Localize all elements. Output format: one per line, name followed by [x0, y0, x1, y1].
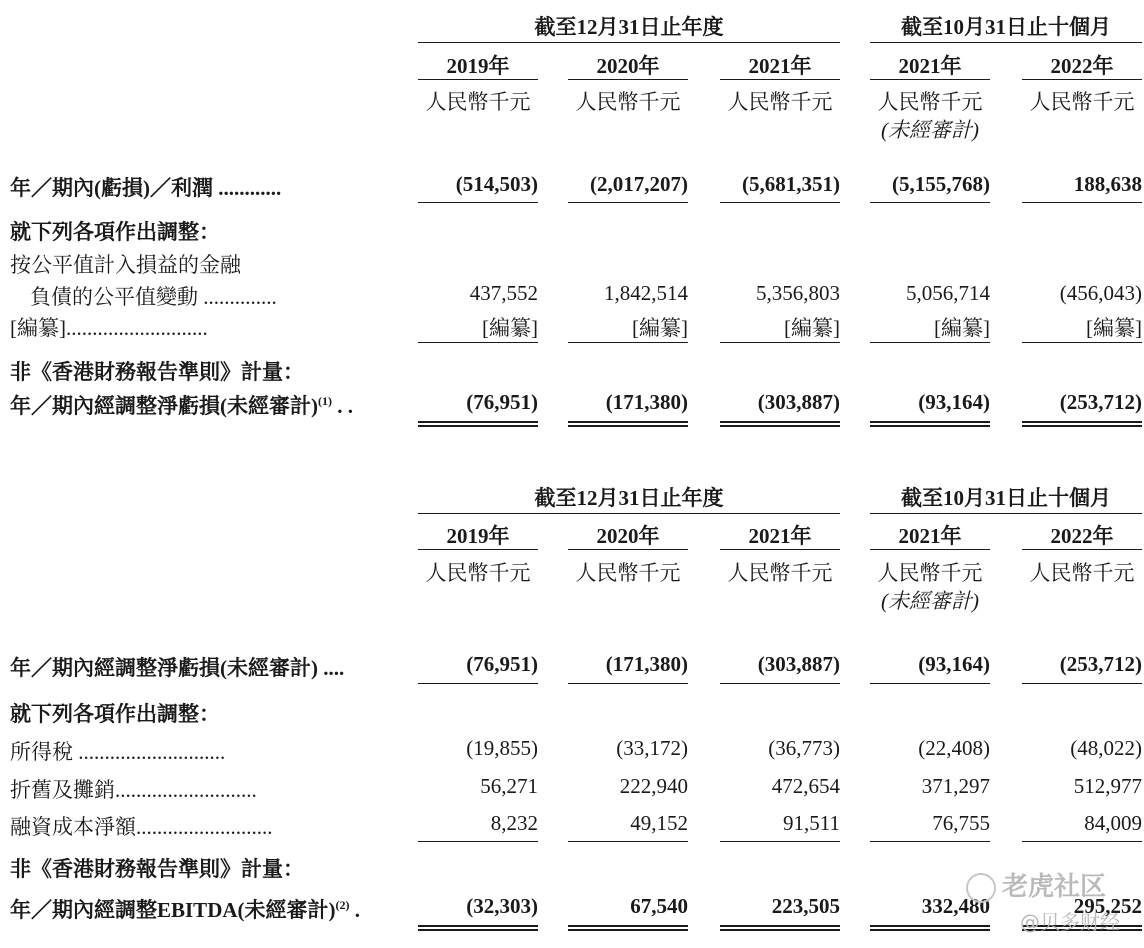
t1-total-double-rule — [1022, 421, 1142, 427]
t2-year-rule — [568, 549, 688, 550]
t1-total-double-rule — [870, 421, 990, 427]
t2-row-rule — [568, 841, 688, 842]
t1-year-2022-10m: 2022年 — [1050, 54, 1114, 78]
t1-row-label: 年／期內(虧損)／利潤 ............ — [10, 176, 282, 200]
t2-year-2020: 2020年 — [596, 524, 660, 548]
t1-cell: (5,681,351) — [742, 172, 840, 196]
t2-total-double-rule — [720, 925, 840, 931]
t2-year-2022-10m: 2022年 — [1050, 524, 1114, 548]
t2-row-label-adjusted-ebitda: 年／期內經調整EBITDA(未經審計)$^{(2)}$ . — [10, 898, 361, 922]
t1-group-rule-fy — [418, 42, 840, 43]
t2-cell: 222,940 — [619, 774, 688, 798]
t2-cell: 67,540 — [630, 894, 688, 918]
t1-year-rule — [418, 79, 538, 80]
t1-year-rule — [720, 79, 840, 80]
t2-cell: 295,252 — [1073, 894, 1142, 918]
t2-row-rule — [870, 683, 990, 684]
t1-year-rule — [870, 79, 990, 80]
t2-row-label: 就下列各項作出調整： — [10, 702, 220, 726]
t2-cell: (76,951) — [466, 652, 538, 676]
t2-unit: 人民幣千元 — [1029, 561, 1135, 585]
t2-unit: 人民幣千元 — [425, 561, 531, 585]
t2-row-rule — [1022, 683, 1142, 684]
t1-cell: [編纂] — [934, 316, 990, 340]
t2-row-rule — [418, 683, 538, 684]
t1-cell: [編纂] — [784, 316, 840, 340]
t1-total-double-rule — [418, 421, 538, 427]
t2-year-2021: 2021年 — [748, 524, 812, 548]
t1-unaudited-note: (未經審計) — [881, 118, 979, 142]
t1-cell: 5,056,714 — [906, 281, 990, 305]
t1-row-rule — [870, 342, 990, 343]
t2-total-double-rule — [418, 925, 538, 931]
t2-year-rule — [1022, 549, 1142, 550]
t2-unit: 人民幣千元 — [727, 561, 833, 585]
t1-unit: 人民幣千元 — [877, 90, 983, 114]
t1-cell: (171,380) — [605, 390, 688, 414]
t2-cell: 49,152 — [630, 811, 688, 835]
t1-row-rule — [418, 202, 538, 203]
t2-cell: 84,009 — [1084, 811, 1142, 835]
t2-year-2019: 2019年 — [446, 524, 510, 548]
t2-unit: 人民幣千元 — [575, 561, 681, 585]
t2-row-rule — [1022, 841, 1142, 842]
t1-cell: (76,951) — [466, 390, 538, 414]
t2-cell: 371,297 — [921, 774, 990, 798]
t2-cell: (36,773) — [768, 736, 840, 760]
t1-row-label: 就下列各項作出調整： — [10, 220, 220, 244]
t2-year-rule — [870, 549, 990, 550]
t1-row-rule — [720, 342, 840, 343]
t2-group-header-10m: 截至10月31日止十個月 — [901, 486, 1111, 510]
t1-year-2021-10m: 2021年 — [898, 54, 962, 78]
t2-row-rule — [870, 841, 990, 842]
t1-cell: 437,552 — [469, 281, 538, 305]
t1-cell: (5,155,768) — [892, 172, 990, 196]
t2-year-2021-10m: 2021年 — [898, 524, 962, 548]
t1-row-rule — [1022, 202, 1142, 203]
t2-row-label: 非《香港財務報告準則》計量： — [10, 857, 304, 881]
t1-group-header-10m: 截至10月31日止十個月 — [901, 15, 1111, 39]
tiger-logo-icon — [966, 873, 996, 903]
t1-row-label-adjusted-net-loss: 年／期內經調整淨虧損(未經審計)$^{(1)}$ . . — [10, 394, 353, 418]
t1-group-header-fy: 截至12月31日止年度 — [534, 15, 724, 39]
t2-row-label: 融資成本淨額.......................... — [10, 815, 273, 839]
t1-unit: 人民幣千元 — [1029, 90, 1135, 114]
t1-row-label: [編纂]........................... — [10, 316, 208, 340]
t2-cell: 76,755 — [932, 811, 990, 835]
t2-total-double-rule — [568, 925, 688, 931]
t1-year-2019: 2019年 — [446, 54, 510, 78]
t2-year-rule — [418, 549, 538, 550]
t2-cell: (19,855) — [466, 736, 538, 760]
t2-row-label: 所得稅 ............................ — [10, 740, 226, 764]
t1-cell: [編纂] — [482, 316, 538, 340]
t1-row-rule — [1022, 342, 1142, 343]
t2-row-rule — [720, 683, 840, 684]
t1-unit: 人民幣千元 — [727, 90, 833, 114]
t2-cell: 332,480 — [921, 894, 990, 918]
t2-year-rule — [720, 549, 840, 550]
t1-cell: 188,638 — [1073, 172, 1142, 196]
t1-cell: (514,503) — [455, 172, 538, 196]
t2-cell: (32,303) — [466, 894, 538, 918]
t1-row-label: 非《香港財務報告準則》計量： — [10, 360, 304, 384]
t1-cell: (253,712) — [1059, 390, 1142, 414]
t1-row-rule — [568, 202, 688, 203]
t2-row-rule — [568, 683, 688, 684]
t1-year-2021: 2021年 — [748, 54, 812, 78]
t2-group-rule-10m — [870, 513, 1142, 514]
t1-cell: 5,356,803 — [756, 281, 840, 305]
t1-cell: (2,017,207) — [590, 172, 688, 196]
t2-row-label: 折舊及攤銷........................... — [10, 778, 257, 802]
t2-cell: (22,408) — [918, 736, 990, 760]
t1-total-double-rule — [568, 421, 688, 427]
t1-row-rule — [568, 342, 688, 343]
t2-cell: (93,164) — [918, 652, 990, 676]
t2-cell: 8,232 — [490, 811, 538, 835]
t2-cell: 472,654 — [771, 774, 840, 798]
t1-total-double-rule — [720, 421, 840, 427]
t2-group-rule-fy — [418, 513, 840, 514]
t2-group-header-fy: 截至12月31日止年度 — [534, 486, 724, 510]
t2-cell: (253,712) — [1059, 652, 1142, 676]
t1-year-rule — [568, 79, 688, 80]
t2-cell: 56,271 — [480, 774, 538, 798]
t1-cell: (456,043) — [1059, 281, 1142, 305]
t2-cell: (171,380) — [605, 652, 688, 676]
t1-group-rule-10m — [870, 42, 1142, 43]
t2-cell: (303,887) — [757, 652, 840, 676]
t1-cell: (93,164) — [918, 390, 990, 414]
t2-cell: (33,172) — [616, 736, 688, 760]
t1-year-2020: 2020年 — [596, 54, 660, 78]
watermark-brand: 老虎社区 — [966, 866, 1106, 903]
t2-cell: (48,022) — [1070, 736, 1142, 760]
t1-cell: [編纂] — [1086, 316, 1142, 340]
t1-cell: 1,842,514 — [604, 281, 688, 305]
t2-cell: 223,505 — [771, 894, 840, 918]
t2-unit: 人民幣千元 — [877, 561, 983, 585]
t2-cell: 512,977 — [1073, 774, 1142, 798]
t1-year-rule — [1022, 79, 1142, 80]
t1-row-rule — [720, 202, 840, 203]
t1-row-rule — [418, 342, 538, 343]
t1-row-rule — [870, 202, 990, 203]
t2-cell: 91,511 — [783, 811, 840, 835]
t1-cell: (303,887) — [757, 390, 840, 414]
t1-unit: 人民幣千元 — [575, 90, 681, 114]
t2-row-rule — [720, 841, 840, 842]
t1-row-label: 按公平值計入損益的金融 — [10, 253, 241, 277]
t2-total-double-rule — [870, 925, 990, 931]
t2-row-rule — [418, 841, 538, 842]
t1-unit: 人民幣千元 — [425, 90, 531, 114]
t2-row-label: 年／期內經調整淨虧損(未經審計) .... — [10, 656, 345, 680]
t2-unaudited-note: (未經審計) — [881, 589, 979, 613]
t1-row-label: 負債的公平值變動 .............. — [30, 285, 277, 309]
t1-cell: [編纂] — [632, 316, 688, 340]
watermark-handle: @贝多财经 — [1020, 910, 1120, 934]
